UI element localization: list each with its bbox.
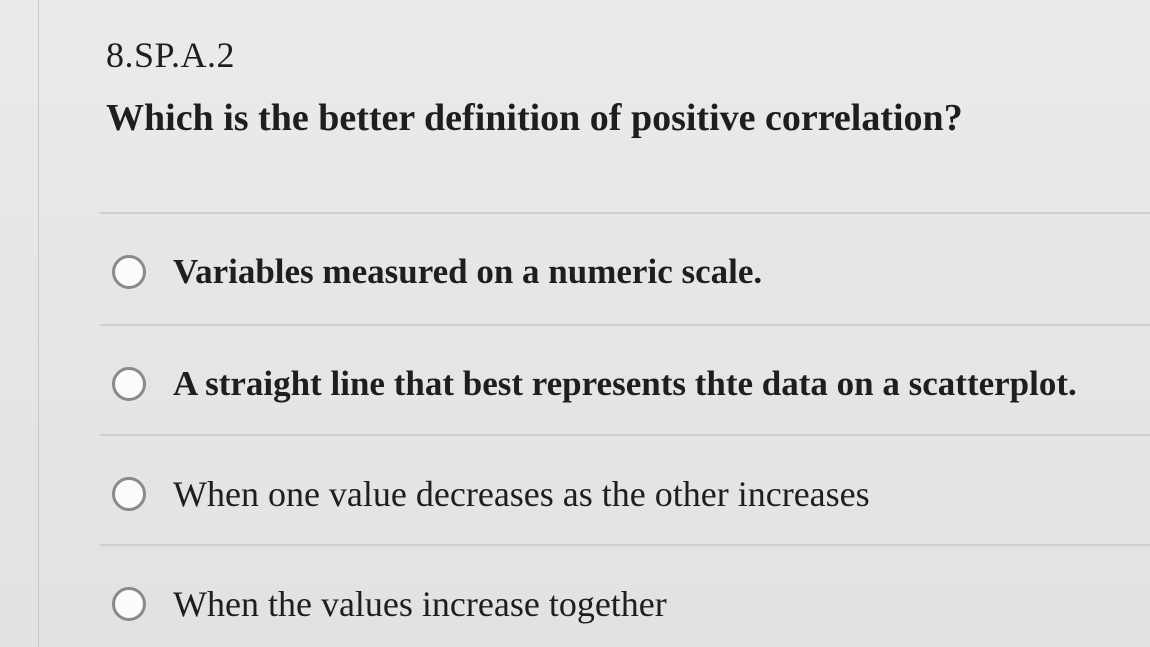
left-border-line	[38, 0, 39, 647]
radio-button-icon[interactable]	[112, 587, 146, 621]
radio-button-icon[interactable]	[112, 477, 146, 511]
answer-choice-label: When one value decreases as the other increases	[173, 474, 870, 514]
radio-button-icon[interactable]	[112, 367, 146, 401]
divider	[100, 212, 1150, 214]
answer-choice-2[interactable]	[112, 360, 1077, 408]
question-id: 8.SP.A.2	[106, 35, 236, 75]
answer-choice-label: When the values increase together	[173, 584, 667, 624]
answer-choice-label: A straight line that best represents thte data on a scatterplot.	[173, 364, 1077, 403]
divider	[100, 324, 1150, 326]
divider	[100, 434, 1150, 436]
answer-choice-4[interactable]	[112, 580, 667, 628]
answer-choice-label: Variables measured on a numeric scale.	[173, 252, 763, 291]
divider	[100, 544, 1150, 546]
answer-choice-3[interactable]	[112, 470, 870, 518]
radio-button-icon[interactable]	[112, 255, 146, 289]
answer-choice-1[interactable]	[112, 248, 762, 296]
question-prompt: Which is the better definition of positive correlation?	[106, 97, 963, 139]
